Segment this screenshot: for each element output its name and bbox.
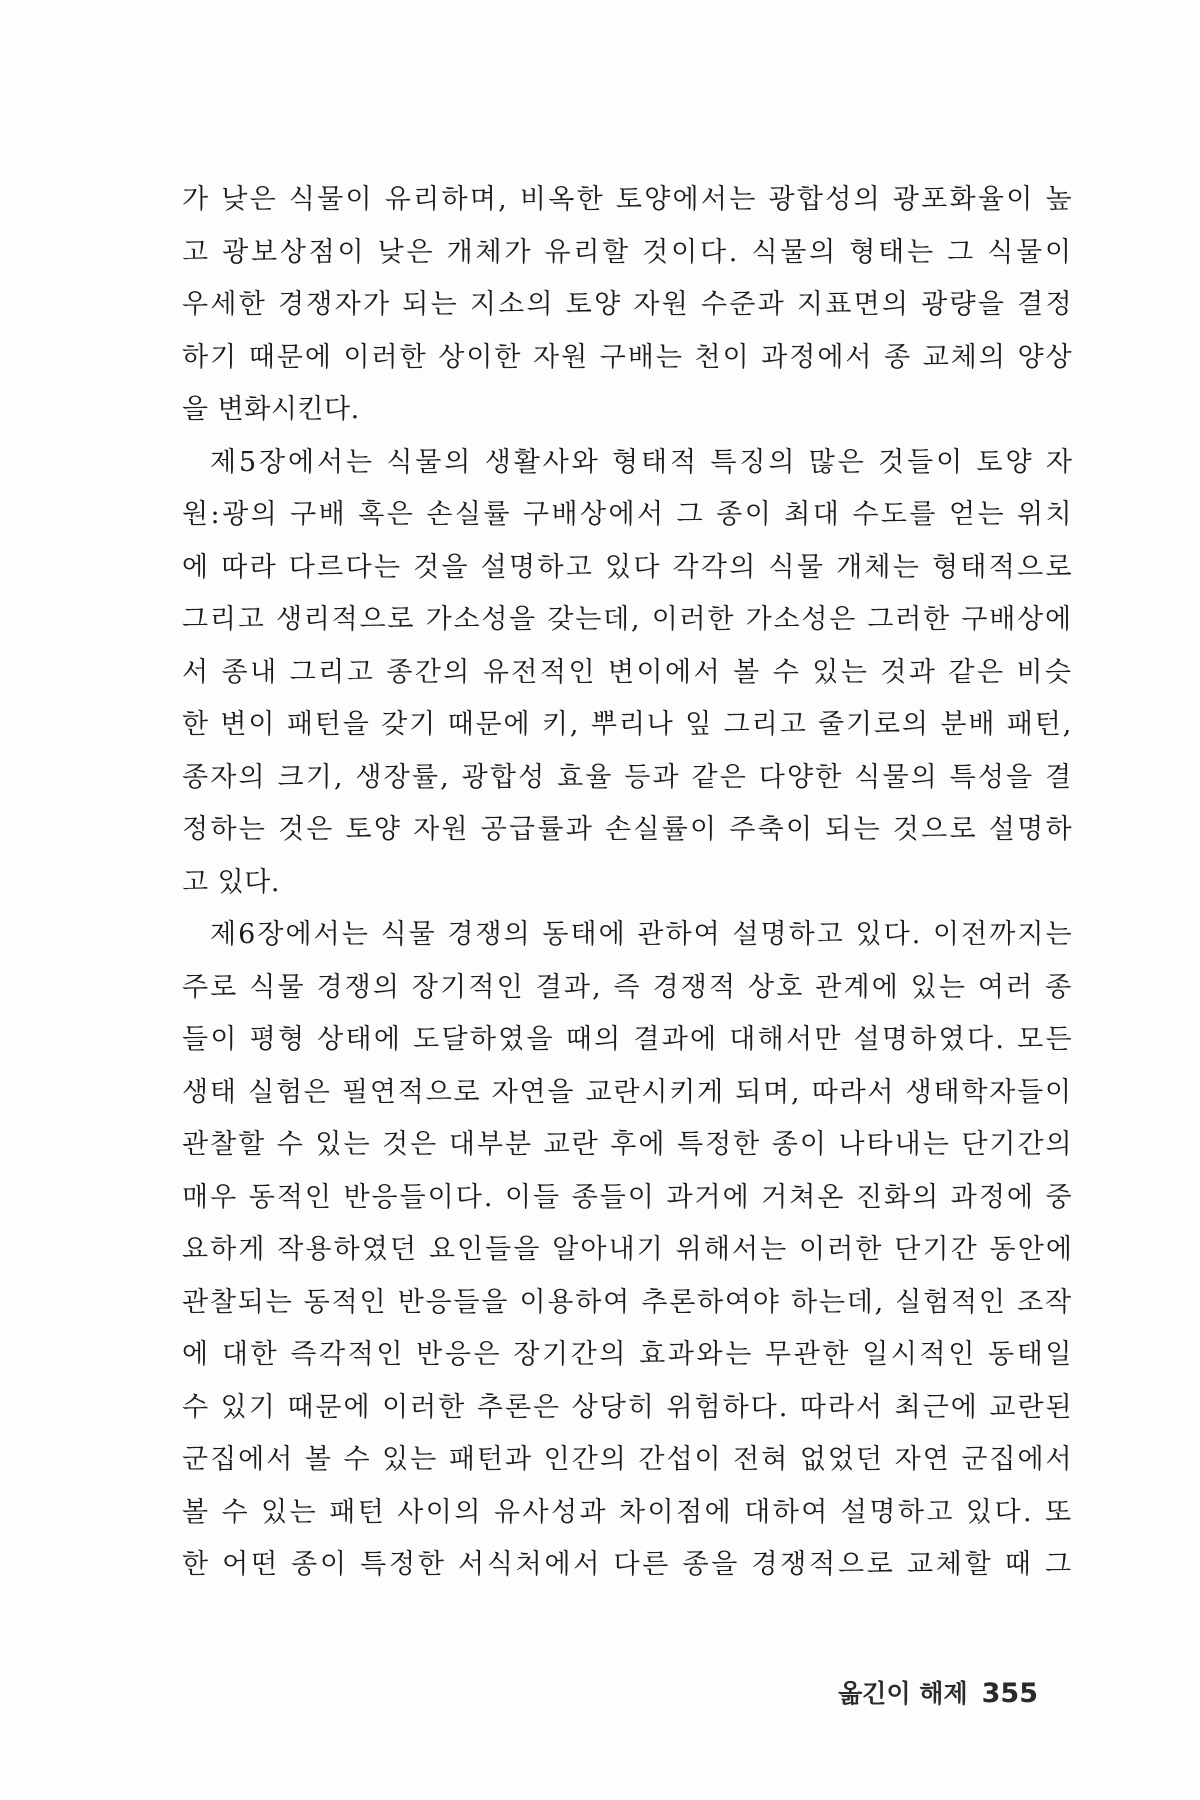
text-line: 요하게 작용하였던 요인들을 알아내기 위해서는 이러한 단기간 동안에: [182, 1234, 1075, 1265]
text-line: 한 변이 패턴을 갖기 때문에 키, 뿌리나 잎 그리고 줄기로의 분배 패턴,: [182, 709, 1074, 740]
text-line: 볼 수 있는 패턴 사이의 유사성과 차이점에 대하여 설명하고 있다. 또: [182, 1496, 1074, 1528]
text-line: 에 대한 즉각적인 반응은 장기간의 효과와는 무관한 일시적인 동태일: [182, 1339, 1075, 1370]
text-line: 제5장에서는 식물의 생활사와 형태적 특징의 많은 것들이 토양 자: [210, 446, 1075, 478]
text-line: 하기 때문에 이러한 상이한 자원 구배는 천이 과정에서 종 교체의 양상: [182, 341, 1074, 373]
body-text: [182, 174, 1075, 1592]
text-line: 군집에서 볼 수 있는 패턴과 인간의 간섭이 전혀 없었던 자연 군집에서: [182, 1444, 1074, 1475]
text-line: 종자의 크기, 생장률, 광합성 효율 등과 같은 다양한 식물의 특성을 결: [182, 761, 1074, 793]
text-line: 고 있다.: [182, 866, 280, 898]
text-line: 서 종내 그리고 종간의 유전적인 변이에서 볼 수 있는 것과 같은 비슷: [182, 656, 1074, 688]
text-line: 가 낮은 식물이 유리하며, 비옥한 토양에서는 광합성의 광포화율이 높: [182, 184, 1074, 215]
text-line: 관찰할 수 있는 것은 대부분 교란 후에 특정한 종이 나타내는 단기간의: [182, 1129, 1074, 1160]
text-line: 주로 식물 경쟁의 장기적인 결과, 즉 경쟁적 상호 관계에 있는 여러 종: [182, 971, 1074, 1003]
text-line: 그리고 생리적으로 가소성을 갖는데, 이러한 가소성은 그러한 구배상에: [182, 604, 1073, 635]
page-number: 355: [981, 1678, 1038, 1709]
text-line: 한 어떤 종이 특정한 서식처에서 다른 종을 경쟁적으로 교체할 때 그: [182, 1549, 1074, 1580]
text-line: 정하는 것은 토양 자원 공급률과 손실률이 주축이 되는 것으로 설명하: [182, 814, 1074, 845]
text-line: 원:광의 구배 혹은 손실률 구배상에서 그 종이 최대 수도를 얻는 위치: [182, 499, 1075, 530]
text-line: 우세한 경쟁자가 되는 지소의 토양 자원 수준과 지표면의 광량을 결정: [182, 289, 1074, 320]
text-line: 에 따라 다르다는 것을 설명하고 있다 각각의 식물 개체는 형태적으로: [182, 551, 1074, 583]
text-line: 관찰되는 동적인 반응들을 이용하여 추론하여야 하는데, 실험적인 조작: [182, 1286, 1073, 1318]
text-line: 매우 동적인 반응들이다. 이들 종들이 과거에 거쳐온 진화의 과정에 중: [182, 1181, 1074, 1213]
text-line: 고 광보상점이 낮은 개체가 유리할 것이다. 식물의 형태는 그 식물이: [182, 236, 1074, 268]
running-footer-title: 옮긴이 해제: [838, 1679, 968, 1708]
page-footer: [803, 1645, 1038, 1739]
text-line: 들이 평형 상태에 도달하였을 때의 결과에 대해서만 설명하였다. 모든: [182, 1024, 1074, 1055]
text-line: 수 있기 때문에 이러한 추론은 상당히 위험하다. 따라서 최근에 교란된: [182, 1391, 1074, 1423]
text-line: 을 변화시킨다.: [182, 394, 360, 425]
text-line: 제6장에서는 식물 경쟁의 동태에 관하여 설명하고 있다. 이전까지는: [210, 919, 1074, 950]
text-line: 생태 실험은 필연적으로 자연을 교란시키게 되며, 따라서 생태학자들이: [182, 1076, 1073, 1108]
